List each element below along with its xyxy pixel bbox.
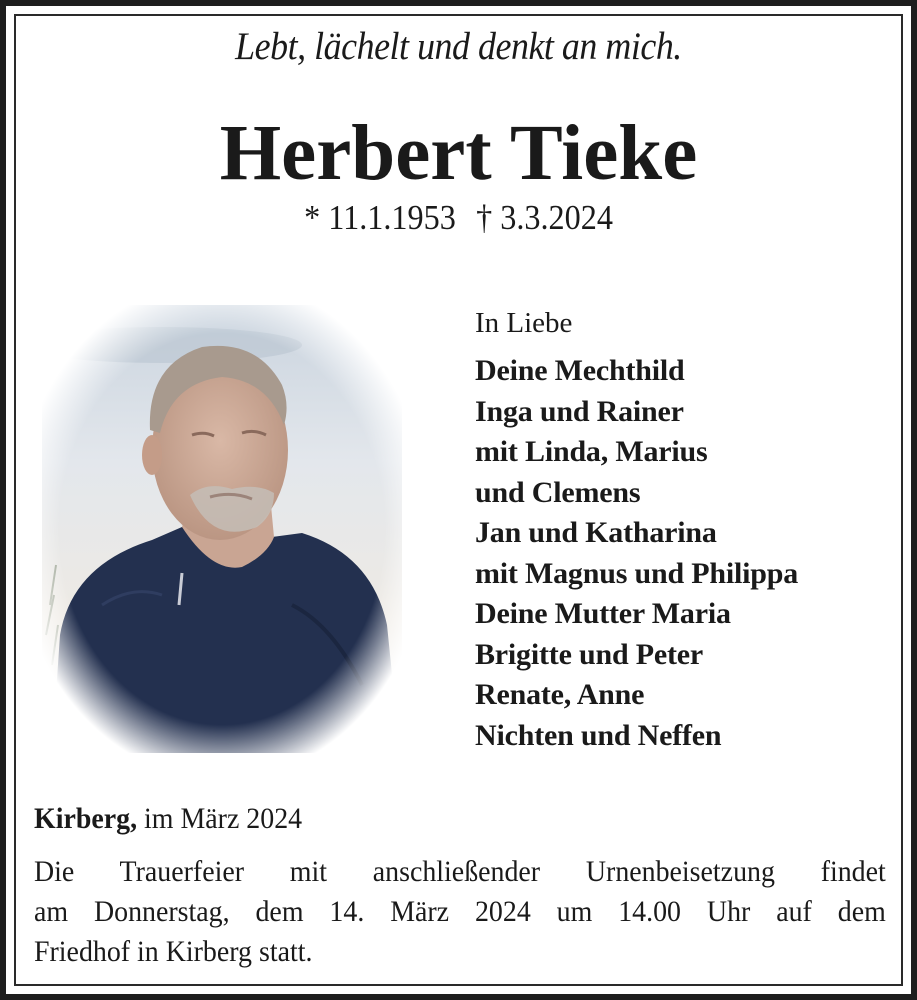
mourner-line: Brigitte und Peter (475, 637, 704, 671)
mourner-line: Deine Mutter Maria (475, 597, 731, 630)
birth-date: * 11.1.1953 (304, 198, 456, 237)
mourners-list (475, 303, 798, 756)
mourner-line: Inga und Rainer (475, 394, 684, 428)
deceased-name: Herbert Tieke (219, 110, 698, 197)
in-liebe-intro: In Liebe (475, 307, 573, 339)
motto-quote: Lebt, lächelt und denkt an mich. (235, 25, 682, 68)
notice-month: im März 2024 (137, 802, 303, 835)
mourner-line: Nichten und Neffen (475, 718, 722, 752)
ceremony-line: Friedhof in Kirberg statt. (34, 935, 313, 968)
death-date: † 3.3.2024 (476, 198, 613, 237)
life-dates (37, 198, 881, 238)
ceremony-line: am Donnerstag, dem 14. März 2024 um 14.00 Uhr auf dem (34, 895, 886, 928)
mourner-line: mit Magnus und Philippa (475, 556, 799, 590)
mourner-line: Jan und Katharina (475, 516, 717, 549)
place-and-date (34, 802, 302, 836)
mourner-line: mit Linda, Marius (475, 435, 708, 468)
portrait-photo (42, 305, 402, 753)
portrait-image (42, 305, 402, 753)
place-name: Kirberg, (34, 802, 138, 835)
ceremony-line: Die Trauerfeier mit anschließender Urnenbeisetzung findet (34, 855, 886, 888)
mourner-line: Deine Mechthild (475, 354, 685, 387)
mourner-line: und Clemens (475, 475, 641, 509)
mourner-line: Renate, Anne (475, 678, 645, 711)
ceremony-info (34, 852, 886, 972)
